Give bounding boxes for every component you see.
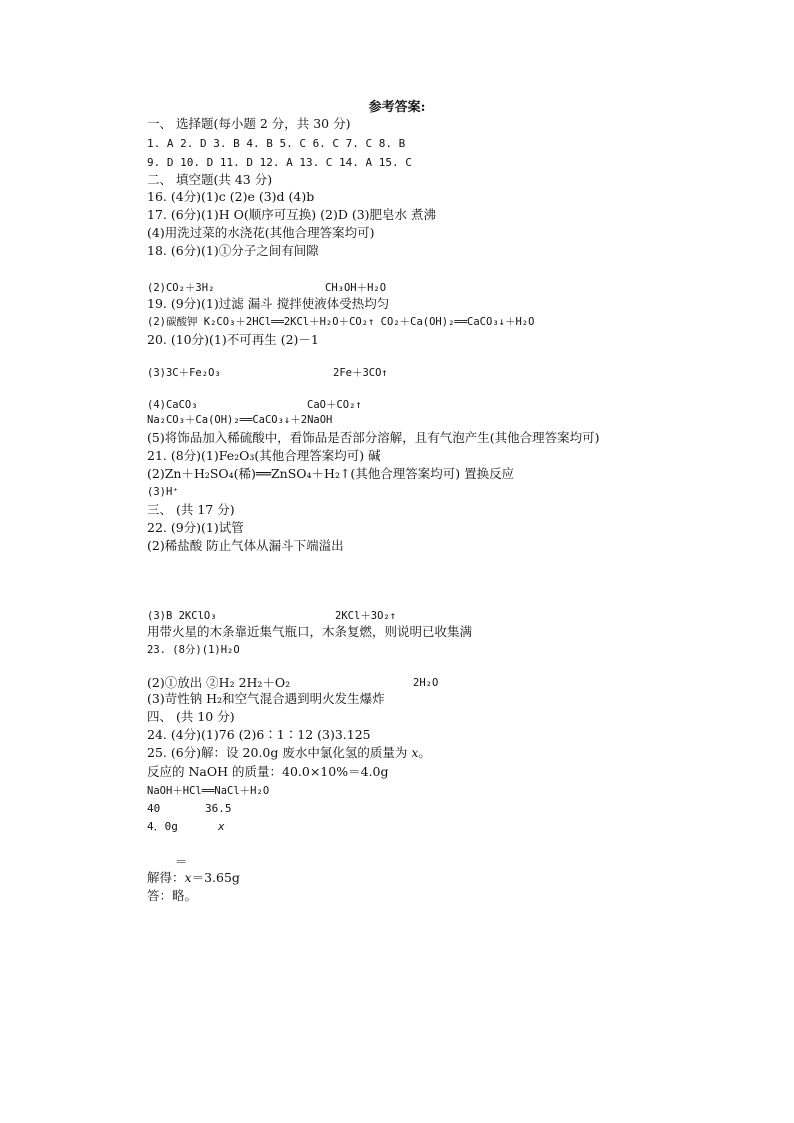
answer-22-2: (2)稀盐酸 防止气体从漏斗下端溢出 — [147, 538, 344, 553]
answer-25-solution-label: 解得： — [147, 870, 185, 885]
answer-24: 24. (4分)(1)76 (2)6∶1∶12 (3)3.125 — [147, 727, 371, 742]
answer-25-setup-text: 25. (6分)解：设 20.0g 废水中氯化氢的质量为 — [147, 745, 412, 760]
section-4-heading: 四、 (共 10 分) — [147, 709, 235, 724]
section-2-heading: 二、 填空题(共 43 分) — [147, 172, 273, 187]
answer-23-2-products: 2H₂O — [413, 677, 439, 689]
answer-25-variable: x — [411, 745, 419, 760]
mc-answers-row-2: 9. D 10. D 11. D 12. A 13. C 14. A 15. C — [147, 156, 412, 169]
answer-25-solution-value: ＝3.65g — [191, 870, 240, 885]
answer-25-molar-mass-naoh: 40 — [147, 802, 161, 815]
answer-25-molar-mass-hcl: 36.5 — [205, 802, 232, 815]
answer-23-3: (3)苛性钠 H₂和空气混合遇到明火发生爆炸 — [147, 691, 385, 706]
answer-20-4-equation: Na₂CO₃＋Ca(OH)₂══CaCO₃↓＋2NaOH — [147, 414, 333, 426]
answer-25-proportion-equals: ＝ — [175, 854, 188, 869]
answer-25-mass-hcl-var — [218, 818, 225, 836]
answer-18-2-reactants: (2)CO₂＋3H₂ — [147, 282, 215, 294]
answer-17-4: (4)用洗过菜的水浇花(其他合理答案均可) — [147, 225, 375, 240]
answer-19-2: (2)碳酸钾 K₂CO₃＋2HCl══2KCl＋H₂O＋CO₂↑ CO₂＋Ca(OH)₂══CaCO₃↓＋H₂O — [147, 316, 535, 328]
answer-19: 19. (9分)(1)过滤 漏斗 搅拌使液体受热均匀 — [147, 296, 390, 311]
answer-25-conclusion: 答：略。 — [147, 888, 198, 903]
answer-18: 18. (6分)(1)①分子之间有间隙 — [147, 243, 319, 258]
answer-25-setup — [147, 744, 431, 762]
page-title: 参考答案: — [368, 100, 426, 115]
answer-22-3-reactants: (3)B 2KClO₃ — [147, 610, 217, 622]
section-1-heading: 一、 选择题(每小题 2 分，共 30 分) — [147, 116, 351, 131]
answer-20-3-products: 2Fe＋3CO↑ — [333, 367, 388, 379]
answer-20-3-reactants: (3)3C＋Fe₂O₃ — [147, 367, 221, 379]
answer-25-equation: NaOH＋HCl══NaCl＋H₂O — [147, 785, 270, 797]
answer-25-setup-end: 。 — [418, 745, 431, 760]
answer-21: 21. (8分)(1)Fe₂O₃(其他合理答案均可) 碱 — [147, 448, 381, 463]
answer-20-5: (5)将饰品加入稀硫酸中，看饰品是否部分溶解，且有气泡产生(其他合理答案均可) — [147, 430, 600, 445]
section-3-heading: 三、 (共 17 分) — [147, 502, 235, 517]
answer-25-solution-var: x — [184, 870, 192, 885]
answer-22: 22. (9分)(1)试管 — [147, 520, 244, 535]
answer-22-3-products: 2KCl＋3O₂↑ — [335, 610, 397, 622]
answer-18-2-products: CH₃OH＋H₂O — [325, 282, 387, 294]
answer-20-4-products: CaO＋CO₂↑ — [307, 399, 362, 411]
answer-23-2-reactants: (2)①放出 ②H₂ 2H₂＋O₂ — [147, 675, 291, 690]
answer-17: 17. (6分)(1)H O(顺序可互换) (2)D (3)肥皂水 煮沸 — [147, 207, 436, 222]
answer-20-4-reactant: (4)CaCO₃ — [147, 399, 198, 411]
mc-answers-row-1: 1. A 2. D 3. B 4. B 5. C 6. C 7. C 8. B — [147, 137, 406, 150]
answer-20: 20. (10分)(1)不可再生 (2)－1 — [147, 332, 319, 347]
answer-25-naoh-mass: 反应的 NaOH 的质量：40.0×10%＝4.0g — [147, 764, 389, 779]
answer-23: 23. (8分)(1)H₂O — [147, 644, 240, 656]
answer-25-mass-hcl-x: x — [218, 820, 225, 833]
answer-25-mass-naoh: 4．0g — [147, 820, 178, 833]
answer-22-3-method: 用带火星的木条靠近集气瓶口，木条复燃，则说明已收集满 — [147, 624, 473, 639]
answer-16: 16. (4分)(1)c (2)e (3)d (4)b — [147, 189, 315, 204]
answer-21-3: (3)H⁺ — [147, 486, 179, 498]
answer-25-solution — [147, 869, 240, 887]
answer-21-2: (2)Zn＋H₂SO₄(稀)══ZnSO₄＋H₂↑(其他合理答案均可) 置换反应 — [147, 466, 515, 481]
